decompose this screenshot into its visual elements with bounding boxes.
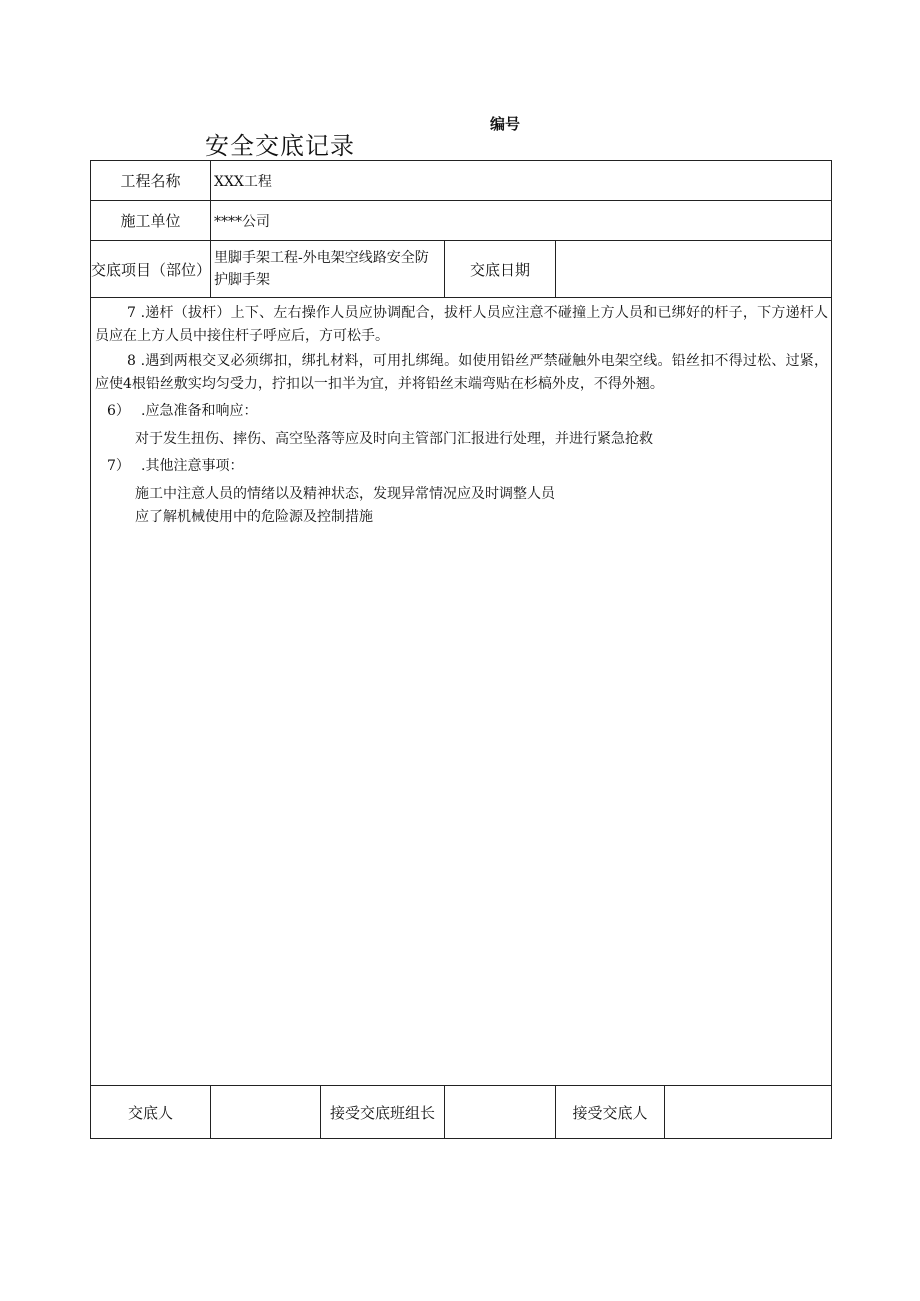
disclosure-item-row [91,241,832,298]
disclosure-item-label: 交底项目（部位） [91,241,211,298]
receiver-value [665,1086,832,1139]
disclosure-date-label: 交底日期 [445,241,556,298]
construction-unit-value: ****公司 [211,201,832,241]
section-7-title: .其他注意事项： [141,458,244,474]
section-7-line-1: 施工中注意人员的情绪以及精神状态，发现异常情况应及时调整人员 [135,486,555,502]
section-6-title: .应急准备和响应： [141,403,258,419]
disclosure-form-table [90,160,832,1139]
project-name-value: XXX工程 [211,161,832,201]
section-7-number: 7） [107,458,130,474]
section-6-line: 对于发生扭伤、摔伤、高空坠落等应及时向主管部门汇报进行处理，并进行紧急抢救 [135,431,653,447]
signature-row [91,1086,832,1139]
project-name-label: 工程名称 [91,161,211,201]
team-leader-value [445,1086,556,1139]
receiver-label: 接受交底人 [556,1086,665,1139]
discloser-value [211,1086,321,1139]
section-7-line-2: 应了解机械使用中的危险源及控制措施 [135,509,373,525]
section-emergency [95,400,828,423]
content-paragraph-8: 8 .遇到两根交叉必须绑扣，绑扎材料，可用扎绑绳。如使用铅丝严禁碰触外电架空线。铅丝扣不得过松、过紧，应使4根铅丝敷实均匀受力，拧扣以一扣半为宜，并将铅丝末端弯贴在杉槁外皮，不得外翘。 [95,353,829,392]
discloser-label: 交底人 [91,1086,211,1139]
section-other-notes [95,455,828,478]
disclosure-content [91,298,832,1086]
team-leader-label: 接受交底班组长 [321,1086,445,1139]
construction-unit-label: 施工单位 [91,201,211,241]
construction-unit-row [91,201,832,241]
content-paragraph-7: 7 .递杆（拔杆）上下、左右操作人员应协调配合，拔杆人员应注意不碰撞上方人员和已绑好的杆子，下方递杆人员应在上方人员中接住杆子呼应后，方可松手。 [95,305,829,344]
content-row [91,298,832,1086]
number-label: 编号 [490,115,521,133]
disclosure-date-value [556,241,832,298]
disclosure-item-value: 里脚手架工程-外电架空线路安全防护脚手架 [211,241,445,298]
project-name-row [91,161,832,201]
section-6-number: 6） [107,403,130,419]
page-title: 安全交底记录 [205,132,355,160]
